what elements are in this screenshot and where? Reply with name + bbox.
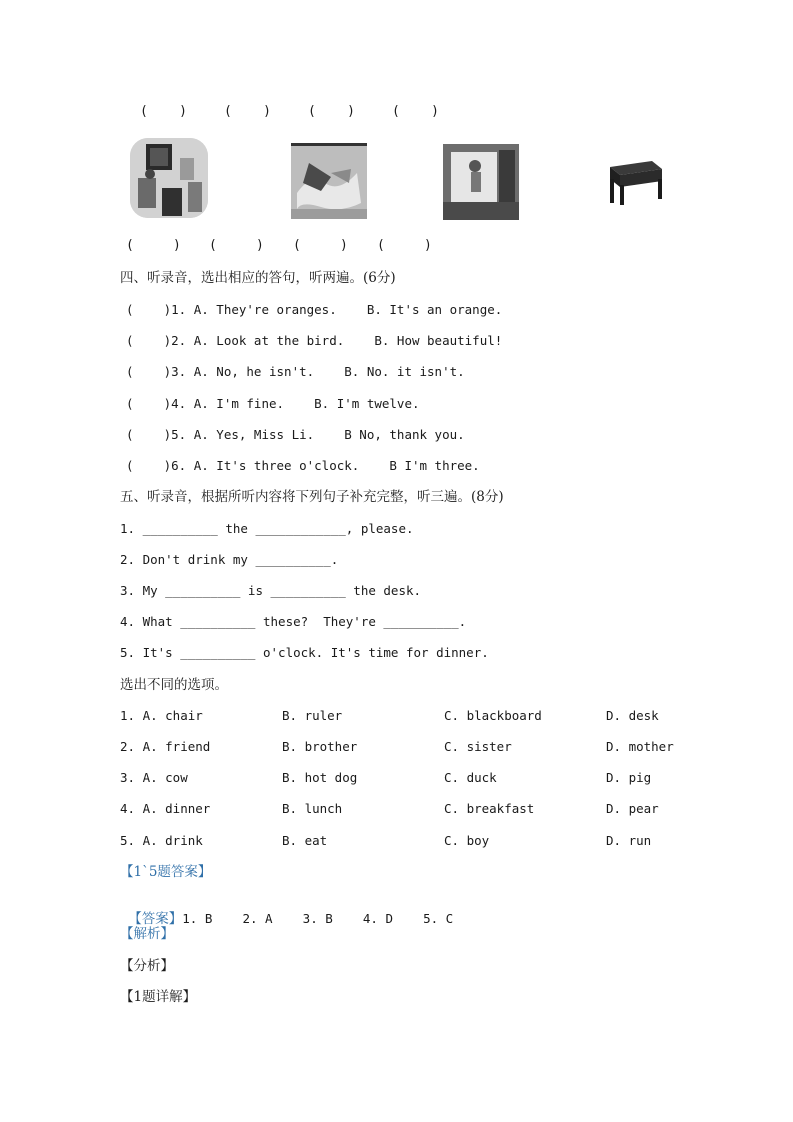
- answer-paren[interactable]: ( ): [126, 238, 181, 253]
- fill-blank-item[interactable]: 5. It's __________ o'clock. It's time for dinner.: [120, 645, 489, 660]
- option-a[interactable]: 4. A. dinner: [120, 801, 211, 816]
- option-b[interactable]: B. hot dog: [282, 770, 358, 785]
- fill-blank-item[interactable]: 1. __________ the ____________, please.: [120, 521, 414, 536]
- option-d[interactable]: D. desk: [606, 708, 659, 723]
- option-a[interactable]: 5. A. drink: [120, 833, 203, 848]
- answers-line: [120, 895, 453, 928]
- option-c[interactable]: C. duck: [444, 770, 497, 785]
- option-b[interactable]: B. ruler: [282, 708, 343, 723]
- answer-paren[interactable]: ( ): [140, 104, 187, 119]
- section-5-heading: 五、听录音，根据所听内容将下列句子补充完整，听三遍。(8分): [120, 489, 504, 505]
- answers-heading: 【1`5题答案】: [120, 864, 212, 880]
- choice-row: [0, 739, 793, 755]
- section-4-heading: 四、听录音，选出相应的答句，听两遍。(6分): [120, 270, 396, 286]
- option-a[interactable]: 1. A. chair: [120, 708, 203, 723]
- option-c[interactable]: C. blackboard: [444, 708, 542, 723]
- answer-paren[interactable]: ( ): [308, 104, 355, 119]
- option-b[interactable]: B. brother: [282, 739, 358, 754]
- detail-heading: 【1题详解】: [120, 989, 197, 1005]
- map-picture: [291, 143, 367, 219]
- fill-blank-item[interactable]: 2. Don't drink my __________.: [120, 552, 339, 567]
- option-d[interactable]: D. pig: [606, 770, 652, 785]
- section-6-heading: 选出不同的选项。: [120, 677, 228, 693]
- people-picture: [443, 144, 519, 220]
- question-item[interactable]: ( )3. A. No, he isn't. B. No. it isn't.: [126, 364, 465, 379]
- fill-blank-item[interactable]: 3. My __________ is __________ the desk.: [120, 583, 422, 598]
- choice-row: [0, 708, 793, 724]
- question-item[interactable]: ( )1. A. They're oranges. B. It's an orange.: [126, 302, 503, 317]
- classroom-blackboard-picture: [130, 138, 208, 218]
- question-item[interactable]: ( )4. A. I'm fine. B. I'm twelve.: [126, 396, 420, 411]
- choice-row: [0, 833, 793, 849]
- option-d[interactable]: D. mother: [606, 739, 674, 754]
- question-item[interactable]: ( )5. A. Yes, Miss Li. B No, thank you.: [126, 427, 465, 442]
- answers-label: 【答案】: [128, 911, 183, 927]
- option-a[interactable]: 3. A. cow: [120, 770, 188, 785]
- fenxi-heading: 【分析】: [120, 958, 174, 974]
- option-c[interactable]: C. breakfast: [444, 801, 535, 816]
- option-a[interactable]: 2. A. friend: [120, 739, 211, 754]
- answers-text: 1. B 2. A 3. B 4. D 5. C: [182, 911, 454, 926]
- answer-paren[interactable]: ( ): [377, 238, 432, 253]
- choice-row: [0, 801, 793, 817]
- answer-paren[interactable]: ( ): [293, 238, 348, 253]
- desk-picture: [604, 157, 662, 205]
- answer-paren[interactable]: ( ): [392, 104, 439, 119]
- question-item[interactable]: ( )6. A. It's three o'clock. B I'm three.: [126, 458, 480, 473]
- jiexi-heading: 【解析】: [120, 926, 174, 942]
- choice-row: [0, 770, 793, 786]
- answer-paren[interactable]: ( ): [209, 238, 264, 253]
- option-b[interactable]: B. lunch: [282, 801, 343, 816]
- option-d[interactable]: D. pear: [606, 801, 659, 816]
- fill-blank-item[interactable]: 4. What __________ these? They're __________.: [120, 614, 467, 629]
- option-c[interactable]: C. boy: [444, 833, 490, 848]
- option-d[interactable]: D. run: [606, 833, 652, 848]
- answer-paren[interactable]: ( ): [224, 104, 271, 119]
- option-c[interactable]: C. sister: [444, 739, 512, 754]
- option-b[interactable]: B. eat: [282, 833, 328, 848]
- question-item[interactable]: ( )2. A. Look at the bird. B. How beautiful!: [126, 333, 503, 348]
